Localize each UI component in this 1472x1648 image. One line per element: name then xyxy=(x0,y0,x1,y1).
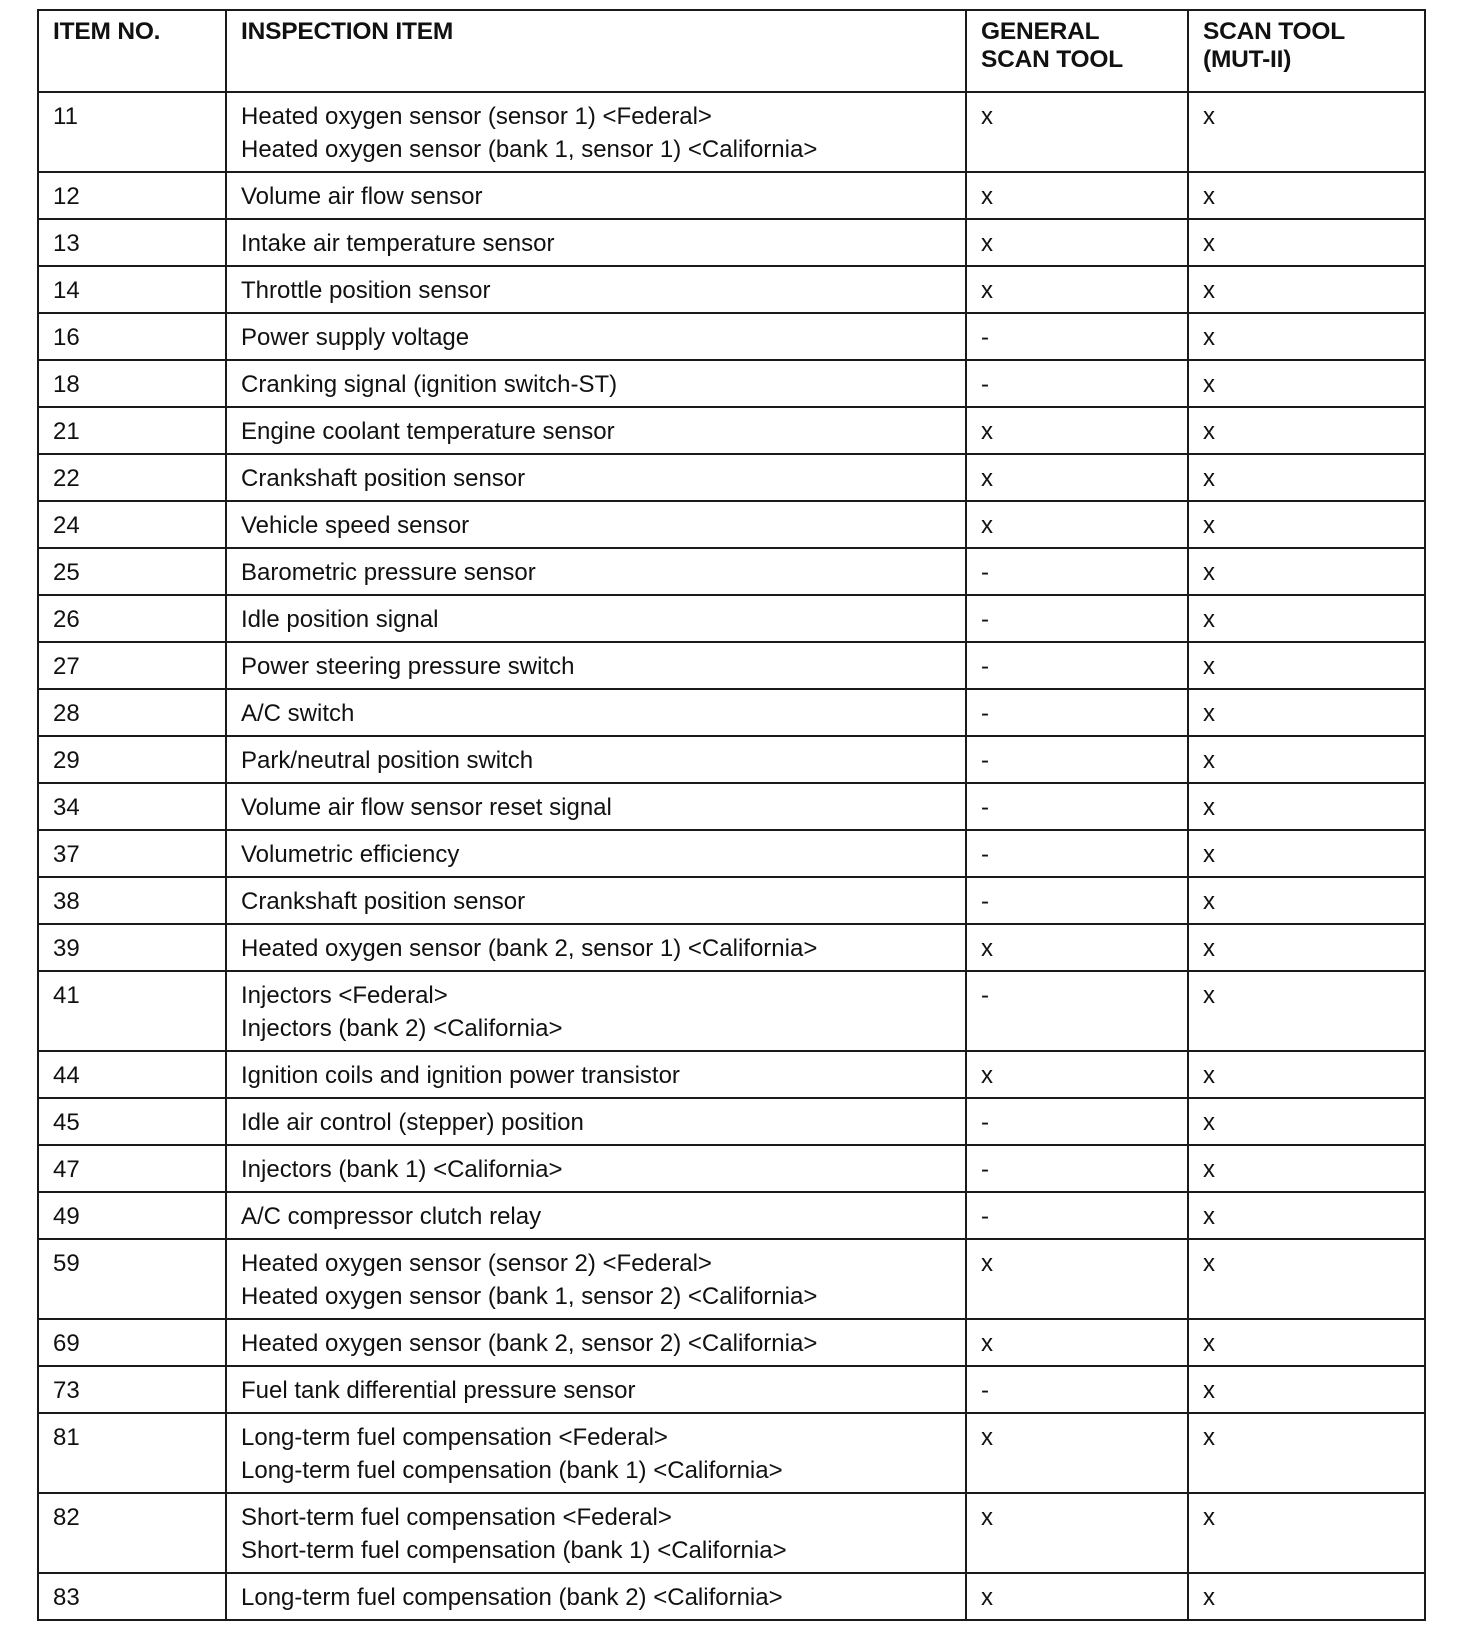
inspection-item-line: Power steering pressure switch xyxy=(241,653,575,680)
general-scan-tool-cell: - xyxy=(966,360,1188,407)
item-no-cell: 82 xyxy=(38,1493,226,1573)
table-row xyxy=(38,1493,1425,1573)
inspection-item-line: Barometric pressure sensor xyxy=(241,559,536,586)
inspection-item-cell xyxy=(226,172,966,219)
table-row xyxy=(38,1366,1425,1413)
inspection-item-cell xyxy=(226,595,966,642)
inspection-item-line: Short-term fuel compensation <Federal> xyxy=(241,1504,672,1531)
item-no-cell: 24 xyxy=(38,501,226,548)
inspection-item-cell xyxy=(226,1413,966,1493)
inspection-item-line: Fuel tank differential pressure sensor xyxy=(241,1377,636,1404)
item-no-cell: 47 xyxy=(38,1145,226,1192)
header-item-no-label: ITEM NO. xyxy=(53,18,161,45)
scan-tool-mut-cell: x xyxy=(1188,266,1425,313)
table-row xyxy=(38,1413,1425,1493)
general-scan-tool-cell: x xyxy=(966,1573,1188,1620)
table-header xyxy=(38,10,1425,92)
general-scan-tool-cell: x xyxy=(966,266,1188,313)
table-row xyxy=(38,501,1425,548)
table-row xyxy=(38,1319,1425,1366)
table-row xyxy=(38,1192,1425,1239)
item-no-cell: 22 xyxy=(38,454,226,501)
scan-tool-mut-cell: x xyxy=(1188,501,1425,548)
table-row xyxy=(38,877,1425,924)
item-no-cell: 44 xyxy=(38,1051,226,1098)
table-row xyxy=(38,548,1425,595)
inspection-item-line: Heated oxygen sensor (sensor 1) <Federal> xyxy=(241,103,712,130)
inspection-item-cell xyxy=(226,877,966,924)
inspection-item-line: Throttle position sensor xyxy=(241,277,491,304)
general-scan-tool-cell: x xyxy=(966,1493,1188,1573)
table-row xyxy=(38,924,1425,971)
item-no-cell: 39 xyxy=(38,924,226,971)
general-scan-tool-cell: - xyxy=(966,830,1188,877)
scan-tool-mut-cell: x xyxy=(1188,1145,1425,1192)
scan-tool-mut-cell: x xyxy=(1188,1319,1425,1366)
table-row xyxy=(38,360,1425,407)
inspection-item-line: Long-term fuel compensation (bank 2) <California> xyxy=(241,1584,783,1611)
item-no-cell: 41 xyxy=(38,971,226,1051)
scan-tool-mut-cell: x xyxy=(1188,92,1425,172)
inspection-item-line: Idle position signal xyxy=(241,606,439,633)
scan-tool-mut-cell: x xyxy=(1188,1239,1425,1319)
header-inspection-item-label: INSPECTION ITEM xyxy=(241,18,454,45)
item-no-cell: 13 xyxy=(38,219,226,266)
inspection-item-line: Injectors (bank 1) <California> xyxy=(241,1156,563,1183)
scan-tool-mut-cell: x xyxy=(1188,1573,1425,1620)
item-no-cell: 69 xyxy=(38,1319,226,1366)
inspection-item-line: Vehicle speed sensor xyxy=(241,512,470,539)
scan-tool-mut-cell: x xyxy=(1188,595,1425,642)
general-scan-tool-cell: x xyxy=(966,924,1188,971)
inspection-item-cell xyxy=(226,1493,966,1573)
general-scan-tool-cell: - xyxy=(966,783,1188,830)
scan-tool-mut-cell: x xyxy=(1188,783,1425,830)
table-row xyxy=(38,454,1425,501)
general-scan-tool-cell: - xyxy=(966,548,1188,595)
general-scan-tool-cell: x xyxy=(966,172,1188,219)
item-no-cell: 38 xyxy=(38,877,226,924)
inspection-item-line: Cranking signal (ignition switch-ST) xyxy=(241,371,618,398)
scan-tool-mut-cell: x xyxy=(1188,689,1425,736)
table-row xyxy=(38,689,1425,736)
scan-tool-mut-cell: x xyxy=(1188,1413,1425,1493)
inspection-item-cell xyxy=(226,1145,966,1192)
inspection-item-cell xyxy=(226,1051,966,1098)
inspection-item-cell xyxy=(226,1192,966,1239)
inspection-item-line: Power supply voltage xyxy=(241,324,470,351)
scan-tool-mut-cell: x xyxy=(1188,1493,1425,1573)
table-row xyxy=(38,830,1425,877)
table-row xyxy=(38,971,1425,1051)
inspection-item-cell xyxy=(226,1319,966,1366)
inspection-item-line: A/C compressor clutch relay xyxy=(241,1203,542,1230)
scan-tool-mut-cell: x xyxy=(1188,736,1425,783)
inspection-item-line: Intake air temperature sensor xyxy=(241,230,555,257)
inspection-item-cell xyxy=(226,266,966,313)
item-no-cell: 73 xyxy=(38,1366,226,1413)
general-scan-tool-cell: - xyxy=(966,877,1188,924)
general-scan-tool-cell: x xyxy=(966,501,1188,548)
table-row xyxy=(38,642,1425,689)
inspection-item-cell xyxy=(226,1573,966,1620)
inspection-item-line: Crankshaft position sensor xyxy=(241,465,526,492)
scan-tool-mut-cell: x xyxy=(1188,1098,1425,1145)
inspection-item-line: Volume air flow sensor xyxy=(241,183,483,210)
inspection-item-line: Injectors (bank 2) <California> xyxy=(241,1015,563,1042)
inspection-item-line: Crankshaft position sensor xyxy=(241,888,526,915)
item-no-cell: 18 xyxy=(38,360,226,407)
general-scan-tool-cell: - xyxy=(966,313,1188,360)
inspection-item-line: Park/neutral position switch xyxy=(241,747,534,774)
table-row xyxy=(38,313,1425,360)
inspection-item-line: Short-term fuel compensation (bank 1) <California> xyxy=(241,1537,787,1564)
scan-tool-mut-cell: x xyxy=(1188,642,1425,689)
table-row xyxy=(38,407,1425,454)
general-scan-tool-cell: x xyxy=(966,1319,1188,1366)
general-scan-tool-cell: - xyxy=(966,1145,1188,1192)
item-no-cell: 81 xyxy=(38,1413,226,1493)
item-no-cell: 16 xyxy=(38,313,226,360)
inspection-item-line: Long-term fuel compensation <Federal> xyxy=(241,1424,668,1451)
scan-tool-mut-cell: x xyxy=(1188,1051,1425,1098)
table-row xyxy=(38,92,1425,172)
inspection-item-cell xyxy=(226,548,966,595)
header-scan-tool-mut-line-2: (MUT-II) xyxy=(1203,46,1292,73)
inspection-item-line: Heated oxygen sensor (bank 2, sensor 1) <California> xyxy=(241,935,818,962)
general-scan-tool-cell: - xyxy=(966,595,1188,642)
inspection-item-line: Long-term fuel compensation (bank 1) <California> xyxy=(241,1457,783,1484)
inspection-item-cell xyxy=(226,924,966,971)
item-no-cell: 45 xyxy=(38,1098,226,1145)
general-scan-tool-cell: x xyxy=(966,454,1188,501)
inspection-item-cell xyxy=(226,783,966,830)
header-scan-tool-mut-line-1: SCAN TOOL xyxy=(1203,18,1346,45)
table-row xyxy=(38,219,1425,266)
scan-tool-mut-cell: x xyxy=(1188,924,1425,971)
inspection-item-cell xyxy=(226,1098,966,1145)
item-no-cell: 26 xyxy=(38,595,226,642)
header-row xyxy=(38,10,1425,92)
scan-tool-mut-cell: x xyxy=(1188,360,1425,407)
item-no-cell: 14 xyxy=(38,266,226,313)
item-no-cell: 34 xyxy=(38,783,226,830)
table-row xyxy=(38,595,1425,642)
item-no-cell: 11 xyxy=(38,92,226,172)
item-no-cell: 27 xyxy=(38,642,226,689)
header-item-no xyxy=(38,10,226,92)
inspection-item-line: Injectors <Federal> xyxy=(241,982,448,1009)
item-no-cell: 29 xyxy=(38,736,226,783)
inspection-item-cell xyxy=(226,92,966,172)
table-row xyxy=(38,1239,1425,1319)
inspection-item-cell xyxy=(226,1239,966,1319)
table-body xyxy=(38,92,1425,1620)
general-scan-tool-cell: - xyxy=(966,1192,1188,1239)
scan-tool-mut-cell: x xyxy=(1188,407,1425,454)
inspection-item-cell xyxy=(226,454,966,501)
table-row xyxy=(38,266,1425,313)
general-scan-tool-cell: - xyxy=(966,971,1188,1051)
item-no-cell: 59 xyxy=(38,1239,226,1319)
inspection-item-line: Engine coolant temperature sensor xyxy=(241,418,615,445)
inspection-item-line: Volume air flow sensor reset signal xyxy=(241,794,612,821)
table-row xyxy=(38,783,1425,830)
inspection-item-cell xyxy=(226,689,966,736)
scan-tool-mut-cell: x xyxy=(1188,172,1425,219)
scan-tool-mut-cell: x xyxy=(1188,1366,1425,1413)
inspection-item-cell xyxy=(226,971,966,1051)
general-scan-tool-cell: x xyxy=(966,1239,1188,1319)
scan-tool-mut-cell: x xyxy=(1188,971,1425,1051)
inspection-item-cell xyxy=(226,407,966,454)
inspection-item-cell xyxy=(226,830,966,877)
general-scan-tool-cell: x xyxy=(966,92,1188,172)
table-row xyxy=(38,1098,1425,1145)
scan-tool-mut-cell: x xyxy=(1188,1192,1425,1239)
header-scan-tool-mut xyxy=(1188,10,1425,92)
scan-tool-mut-cell: x xyxy=(1188,219,1425,266)
item-no-cell: 25 xyxy=(38,548,226,595)
general-scan-tool-cell: x xyxy=(966,1051,1188,1098)
general-scan-tool-cell: x xyxy=(966,407,1188,454)
inspection-item-line: Heated oxygen sensor (bank 1, sensor 2) <California> xyxy=(241,1283,818,1310)
general-scan-tool-cell: - xyxy=(966,736,1188,783)
general-scan-tool-cell: x xyxy=(966,219,1188,266)
scan-tool-mut-cell: x xyxy=(1188,548,1425,595)
scan-tool-mut-cell: x xyxy=(1188,313,1425,360)
scan-tool-mut-cell: x xyxy=(1188,877,1425,924)
inspection-item-line: A/C switch xyxy=(241,700,355,727)
item-no-cell: 83 xyxy=(38,1573,226,1620)
inspection-table-sheet xyxy=(37,9,1424,1621)
scan-tool-mut-cell: x xyxy=(1188,830,1425,877)
general-scan-tool-cell: - xyxy=(966,642,1188,689)
inspection-item-line: Idle air control (stepper) position xyxy=(241,1109,584,1136)
inspection-item-cell xyxy=(226,219,966,266)
item-no-cell: 28 xyxy=(38,689,226,736)
inspection-item-cell xyxy=(226,360,966,407)
item-no-cell: 37 xyxy=(38,830,226,877)
item-no-cell: 49 xyxy=(38,1192,226,1239)
general-scan-tool-cell: - xyxy=(966,1098,1188,1145)
item-no-cell: 21 xyxy=(38,407,226,454)
general-scan-tool-cell: x xyxy=(966,1413,1188,1493)
header-inspection-item xyxy=(226,10,966,92)
inspection-item-cell xyxy=(226,642,966,689)
inspection-item-cell xyxy=(226,1366,966,1413)
table-row xyxy=(38,736,1425,783)
table-row xyxy=(38,1051,1425,1098)
inspection-item-line: Heated oxygen sensor (bank 1, sensor 1) <California> xyxy=(241,136,818,163)
inspection-item-cell xyxy=(226,736,966,783)
header-general-scan-tool-line-1: GENERAL xyxy=(981,18,1100,45)
table-row xyxy=(38,1145,1425,1192)
inspection-item-line: Volumetric efficiency xyxy=(241,841,460,868)
header-general-scan-tool xyxy=(966,10,1188,92)
inspection-item-cell xyxy=(226,501,966,548)
inspection-item-line: Heated oxygen sensor (bank 2, sensor 2) <California> xyxy=(241,1330,818,1357)
scan-tool-mut-cell: x xyxy=(1188,454,1425,501)
general-scan-tool-cell: - xyxy=(966,1366,1188,1413)
inspection-table xyxy=(37,9,1426,1621)
inspection-item-cell xyxy=(226,313,966,360)
header-general-scan-tool-line-2: SCAN TOOL xyxy=(981,46,1124,73)
item-no-cell: 12 xyxy=(38,172,226,219)
table-row xyxy=(38,1573,1425,1620)
table-row xyxy=(38,172,1425,219)
general-scan-tool-cell: - xyxy=(966,689,1188,736)
inspection-item-line: Ignition coils and ignition power transistor xyxy=(241,1062,680,1089)
inspection-item-line: Heated oxygen sensor (sensor 2) <Federal> xyxy=(241,1250,712,1277)
